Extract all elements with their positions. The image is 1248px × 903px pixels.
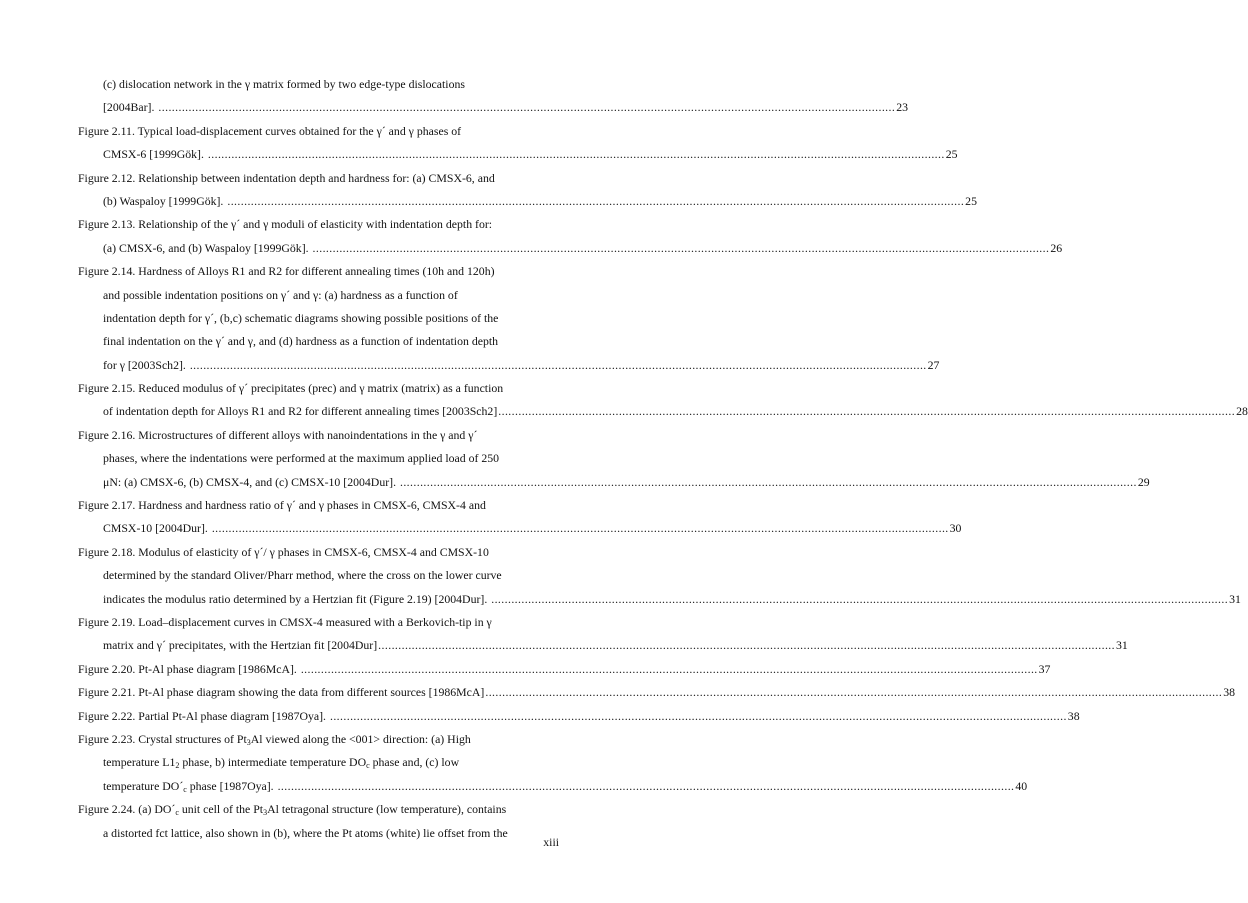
dot-leader: ............................................................................................................................................................................................................................	[158, 100, 896, 115]
dot-leader: ............................................................................................................................................................................................................................	[399, 474, 1137, 489]
toc-entry-page: 31	[1116, 638, 1128, 653]
toc-line	[78, 330, 562, 353]
toc-entry-text: matrix and γ´ precipitates, with the Hertzian fit [2004Dur]	[103, 638, 378, 653]
toc-entry-text: a distorted fct lattice, also shown in (b), where the Pt atoms (white) lie offset from the	[103, 825, 508, 840]
toc-entry-text: Figure 2.21. Pt-Al phase diagram showing the data from different sources [1986McA]	[78, 685, 485, 700]
dot-leader: ............................................................................................................................................................................................................................	[329, 708, 1067, 723]
toc-line	[78, 471, 1150, 494]
toc-line	[78, 751, 562, 774]
toc-entry-page: 29	[1137, 474, 1150, 489]
toc-entry-text: temperature $L1_2$ phase, b) intermediate temperature $DO_c$ phase and, (c) low	[103, 755, 460, 771]
toc-line	[78, 260, 562, 283]
toc-line	[78, 775, 1028, 798]
toc-entry-text: CMSX-10 [2004Dur].	[103, 521, 211, 536]
dot-leader: ............................................................................................................................................................................................................................	[378, 638, 1115, 653]
toc-entry-page: 38	[1067, 708, 1080, 723]
toc-line	[78, 96, 909, 119]
toc-entry-text: CMSX-6 [1999Gök].	[103, 147, 207, 162]
list-of-figures	[78, 73, 1248, 845]
dot-leader: ............................................................................................................................................................................................................................	[207, 147, 945, 162]
toc-line	[78, 120, 562, 143]
dot-leader: ............................................................................................................................................................................................................................	[277, 778, 1015, 793]
toc-entry-text: indicates the modulus ratio determined by a Hertzian fit (Figure 2.19) [2004Dur].	[103, 591, 491, 606]
toc-entry-text: Figure 2.22. Partial Pt-Al phase diagram [1987Oya].	[78, 708, 329, 723]
toc-line	[78, 634, 1128, 657]
toc-line	[78, 447, 562, 470]
toc-entry-text: (c) dislocation network in the γ matrix formed by two edge-type dislocations	[103, 77, 465, 91]
toc-entry-text: and possible indentation positions on γ´ and γ: (a) hardness as a function of	[103, 287, 458, 302]
toc-line	[78, 705, 1080, 728]
toc-line	[78, 798, 562, 821]
toc-entry-text: (b) Waspaloy [1999Gök].	[103, 193, 227, 208]
dot-leader: ............................................................................................................................................................................................................................	[227, 193, 965, 208]
toc-line	[78, 307, 562, 330]
toc-line	[78, 822, 562, 845]
toc-line	[78, 517, 962, 540]
toc-line	[78, 611, 562, 634]
page-number: xiii	[543, 835, 559, 849]
dot-leader: ............................................................................................................................................................................................................................	[491, 591, 1229, 606]
toc-entry-text: Figure 2.11. Typical load-displacement curves obtained for the γ´ and γ phases of	[78, 123, 462, 138]
toc-entry-text: Figure 2.23. Crystal structures of $Pt_3Al$ viewed along the <001> direction: (a) High	[78, 731, 471, 747]
toc-entry-text: final indentation on the γ´ and γ, and (d) hardness as a function of indentation depth	[103, 334, 499, 349]
toc-line	[78, 167, 562, 190]
toc-line	[78, 354, 940, 377]
toc-line	[78, 541, 562, 564]
toc-entry-text: for γ [2003Sch2].	[103, 357, 189, 372]
toc-entry-page: 26	[1050, 240, 1063, 255]
dot-leader: ............................................................................................................................................................................................................................	[485, 685, 1223, 700]
toc-entry-text: Figure 2.18. Modulus of elasticity of γ´/ γ phases in CMSX-6, CMSX-4 and CMSX-10	[78, 544, 489, 559]
toc-entry-page: 27	[927, 357, 940, 372]
toc-line	[78, 658, 1051, 681]
toc-entry-text: [2004Bar].	[103, 100, 158, 115]
dot-leader: ............................................................................................................................................................................................................................	[312, 240, 1050, 255]
toc-entry-text: Figure 2.20. Pt-Al phase diagram [1986McA].	[78, 661, 300, 676]
toc-line	[78, 377, 562, 400]
dot-leader: ............................................................................................................................................................................................................................	[498, 404, 1236, 419]
toc-line	[78, 424, 562, 447]
toc-entry-page: 30	[949, 521, 962, 536]
toc-entry-text: indentation depth for γ´, (b,c) schematic diagrams showing possible positions of the	[103, 310, 499, 325]
toc-line	[78, 564, 562, 587]
toc-entry-page: 38	[1223, 685, 1235, 700]
toc-line	[78, 237, 1063, 260]
toc-line	[78, 143, 958, 166]
toc-entry-text: temperature $DO´_c$ phase [1987Oya].	[103, 778, 277, 794]
toc-line	[78, 73, 562, 96]
toc-entry-text: Figure 2.14. Hardness of Alloys R1 and R2 for different annealing times (10h and 120h)	[78, 264, 495, 279]
toc-entry-text: Figure 2.16. Microstructures of different alloys with nanoindentations in the γ and γ´	[78, 427, 478, 442]
toc-entry-text: Figure 2.15. Reduced modulus of γ´ precipitates (prec) and γ matrix (matrix) as a function	[78, 381, 504, 396]
toc-entry-page: 23	[896, 100, 909, 115]
toc-entry-page: 31	[1229, 591, 1241, 606]
toc-entry-text: Figure 2.19. Load–displacement curves in CMSX-4 measured with a Berkovich-tip in γ	[78, 614, 492, 629]
toc-entry-text: of indentation depth for Alloys R1 and R2 for different annealing times [2003Sch2]	[103, 404, 498, 419]
toc-entry-text: phases, where the indentations were performed at the maximum applied load of 250	[103, 451, 500, 466]
toc-entry-text: (a) CMSX-6, and (b) Waspaloy [1999Gök].	[103, 240, 312, 255]
toc-entry-page: 28	[1236, 404, 1248, 419]
toc-line	[78, 284, 562, 307]
toc-line	[78, 588, 1241, 611]
toc-entry-page: 40	[1015, 778, 1028, 793]
toc-entry-text: determined by the standard Oliver/Pharr method, where the cross on the lower curve	[103, 568, 502, 583]
toc-entry-text: Figure 2.13. Relationship of the γ´ and γ moduli of elasticity with indentation depth for:	[78, 217, 493, 232]
dot-leader: ............................................................................................................................................................................................................................	[189, 357, 927, 372]
toc-entry-page: 37	[1038, 661, 1051, 676]
toc-line	[78, 213, 562, 236]
toc-entry-text: Figure 2.17. Hardness and hardness ratio of γ´ and γ phases in CMSX-6, CMSX-4 and	[78, 498, 486, 513]
toc-entry-text: Figure 2.24. (a) $DO´_c$ unit cell of the $Pt_3Al$ tetragonal structure (low temperature), contains	[78, 802, 507, 818]
dot-leader: ............................................................................................................................................................................................................................	[300, 661, 1038, 676]
toc-line	[78, 728, 562, 751]
toc-entry-page: 25	[945, 147, 958, 162]
dot-leader: ............................................................................................................................................................................................................................	[211, 521, 949, 536]
toc-line	[78, 494, 562, 517]
toc-line	[78, 190, 977, 213]
toc-line	[78, 681, 1235, 704]
toc-entry-text: Figure 2.12. Relationship between indentation depth and hardness for: (a) CMSX-6, and	[78, 170, 495, 185]
toc-entry-text: μN: (a) CMSX-6, (b) CMSX-4, and (c) CMSX-10 [2004Dur].	[103, 474, 399, 489]
toc-entry-page: 25	[965, 193, 977, 208]
toc-line	[78, 400, 1248, 423]
